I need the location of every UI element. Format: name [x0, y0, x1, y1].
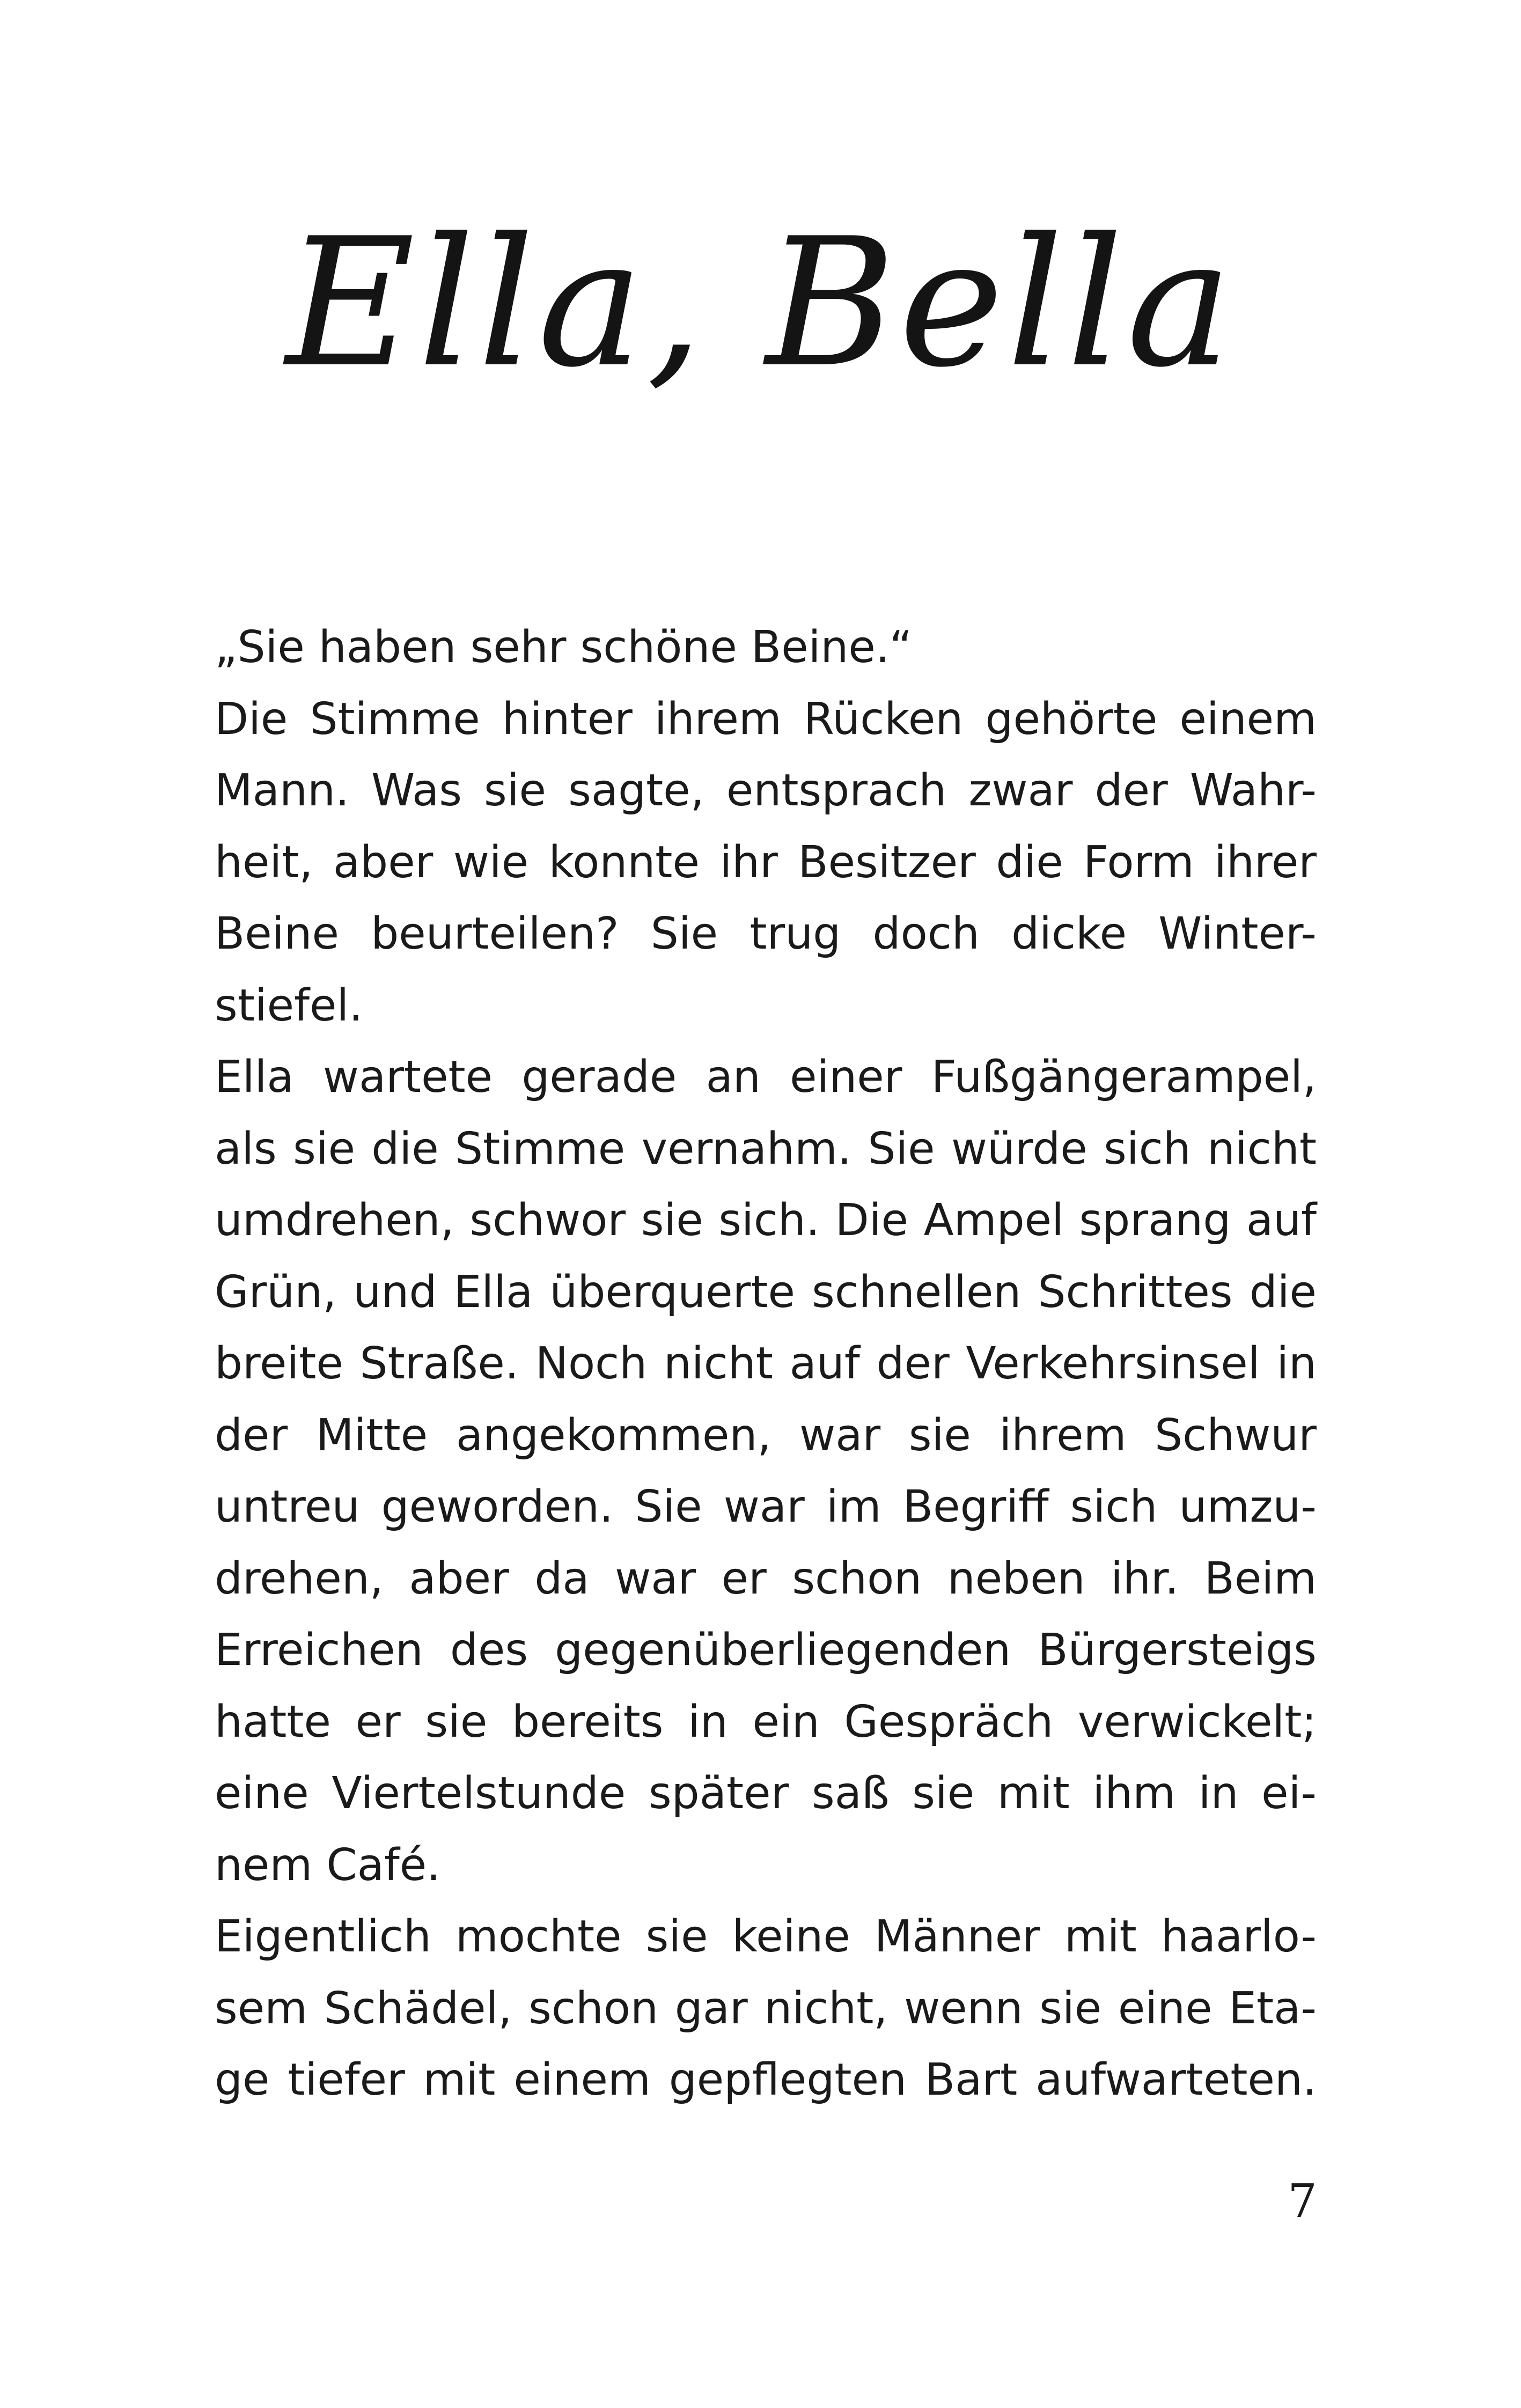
text-line: hatte er sie bereits in ein Gespräch verwickelt;	[215, 1696, 1317, 1748]
text-line: heit, aber wie konnte ihr Besitzer die Form ihrer	[215, 836, 1317, 888]
text-line: umdrehen, schwor sie sich. Die Ampel sprang auf	[215, 1195, 1317, 1246]
text-line: als sie die Stimme vernahm. Sie würde sich nicht	[215, 1123, 1317, 1174]
text-line: Erreichen des gegenüberliegenden Bürgersteigs	[215, 1625, 1317, 1676]
text-line: ge tiefer mit einem gepflegten Bart aufwarteten.	[215, 2054, 1317, 2105]
text-line: eine Viertelstunde später saß sie mit ihm in ei-	[215, 1768, 1317, 1819]
text-line: der Mitte angekommen, war sie ihrem Schwur	[215, 1409, 1317, 1461]
text-line: stiefel.	[215, 980, 363, 1031]
page-number: 7	[1288, 2175, 1317, 2228]
text-line: breite Straße. Noch nicht auf der Verkehrsinsel in	[215, 1338, 1317, 1389]
text-line: sem Schädel, schon gar nicht, wenn sie eine Eta-	[215, 1983, 1317, 2034]
text-line: Mann. Was sie sagte, entsprach zwar der Wahr-	[215, 765, 1317, 816]
text-line: nem Café.	[215, 1839, 441, 1891]
text-line: Ella wartete gerade an einer Fußgängerampel,	[215, 1052, 1317, 1103]
body-text	[215, 612, 1317, 2116]
chapter-title: Ella, Bella	[285, 200, 1236, 406]
text-line: drehen, aber da war er schon neben ihr. Beim	[215, 1553, 1317, 1604]
text-line: „Sie haben sehr schöne Beine.“	[215, 622, 913, 673]
text-line: Beine beurteilen? Sie trug doch dicke Winter-	[215, 908, 1317, 959]
text-line: Grün, und Ella überquerte schnellen Schrittes die	[215, 1266, 1317, 1318]
text-line: Die Stimme hinter ihrem Rücken gehörte einem	[215, 693, 1317, 745]
text-line: untreu geworden. Sie war im Begriff sich umzu-	[215, 1481, 1317, 1532]
text-line: Eigentlich mochte sie keine Männer mit haarlo-	[215, 1911, 1317, 1962]
